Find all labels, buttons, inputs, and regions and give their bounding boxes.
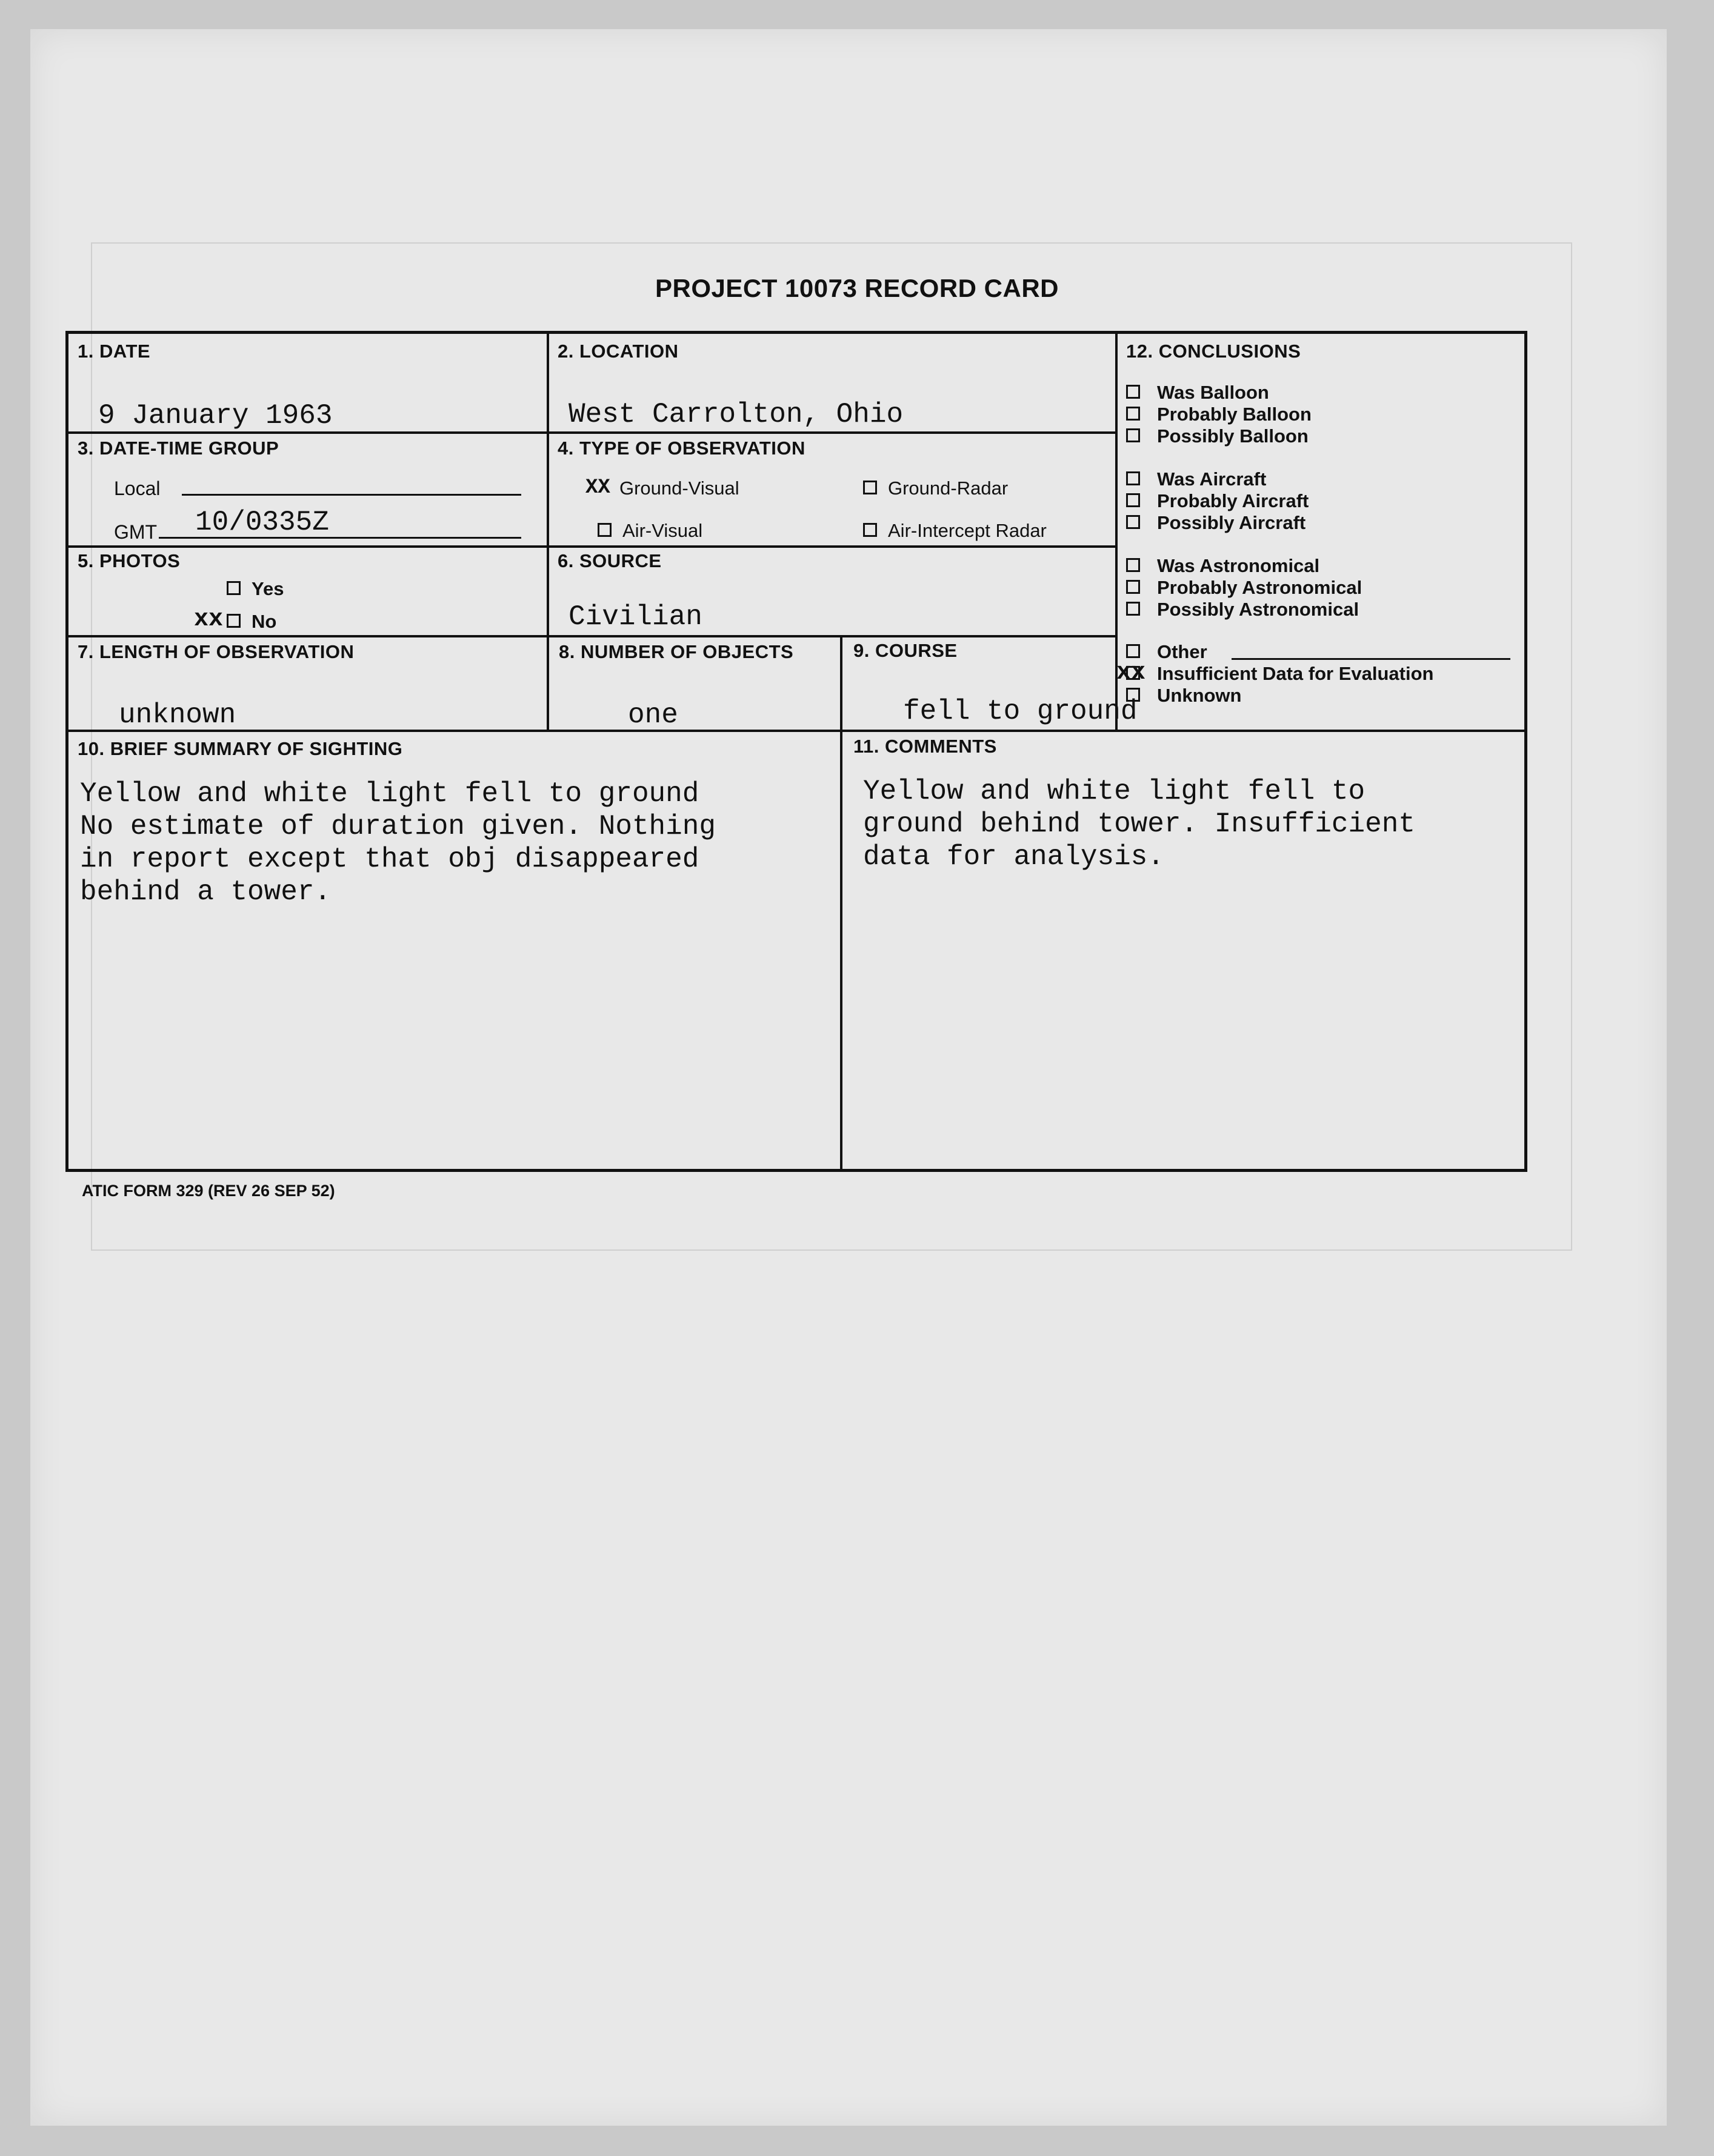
- divider-row1: [65, 431, 1116, 434]
- ground-visual-check-mark: XX: [585, 476, 610, 499]
- divider-row4: [65, 730, 1527, 732]
- checkbox-icon: [863, 481, 877, 494]
- ground-visual-option: Ground-Visual: [619, 477, 739, 499]
- conclusion-probably-balloon: Probably Balloon: [1126, 404, 1312, 425]
- checkbox-icon: [1126, 602, 1140, 616]
- ground-radar-option: Ground-Radar: [863, 477, 1008, 499]
- date-label: 1. DATE: [78, 341, 151, 362]
- summary-line-2: No estimate of duration given. Nothing: [80, 811, 716, 842]
- checkbox-icon: [1126, 471, 1140, 485]
- summary-line-3: in report except that obj disappeared: [80, 843, 699, 875]
- location-value: West Carrolton, Ohio: [569, 399, 904, 430]
- course-value: fell to ground: [903, 696, 1138, 727]
- checkbox-icon: [227, 581, 241, 595]
- checkbox-icon: [1126, 407, 1140, 421]
- conclusion-was-balloon: Was Balloon: [1126, 382, 1269, 404]
- conclusion-probably-astronomical: Probably Astronomical: [1126, 577, 1362, 599]
- other-underline: [1232, 658, 1510, 660]
- checkbox-icon: [1126, 428, 1140, 442]
- location-label: 2. LOCATION: [558, 341, 679, 362]
- conclusion-possibly-astronomical: Possibly Astronomical: [1126, 599, 1359, 621]
- summary-line-1: Yellow and white light fell to ground: [80, 778, 699, 810]
- comments-line-1: Yellow and white light fell to: [863, 776, 1366, 807]
- conclusion-possibly-balloon: Possibly Balloon: [1126, 425, 1309, 447]
- conclusion-insufficient-data: Insufficient Data for Evaluation: [1126, 663, 1433, 685]
- observation-type-label: 4. TYPE OF OBSERVATION: [558, 438, 805, 459]
- conclusion-was-astronomical: Was Astronomical: [1126, 555, 1319, 577]
- photos-no-option: No: [227, 611, 276, 633]
- checkbox-icon: [598, 523, 612, 537]
- checkbox-icon: [863, 523, 877, 537]
- conclusion-unknown: Unknown: [1126, 685, 1242, 707]
- source-value: Civilian: [569, 601, 702, 633]
- checkbox-icon: [1126, 493, 1140, 507]
- checkbox-icon: [227, 614, 241, 628]
- gmt-value: 10/0335Z: [195, 507, 329, 538]
- conclusion-was-aircraft: Was Aircraft: [1126, 468, 1266, 490]
- checkbox-icon: [1126, 644, 1140, 658]
- divider-col1: [547, 331, 549, 731]
- source-label: 6. SOURCE: [558, 550, 662, 571]
- gmt-label: GMT: [114, 521, 158, 543]
- comments-line-2: ground behind tower. Insufficient: [863, 808, 1415, 840]
- checkbox-icon: [1126, 580, 1140, 594]
- air-visual-option: Air-Visual: [598, 520, 702, 542]
- conclusions-label: 12. CONCLUSIONS: [1126, 341, 1301, 362]
- air-intercept-radar-option: Air-Intercept Radar: [863, 520, 1047, 542]
- photos-label: 5. PHOTOS: [78, 550, 181, 571]
- checkbox-icon: [1126, 515, 1140, 529]
- insufficient-data-check-mark: xx: [1116, 659, 1146, 687]
- conclusion-other: Other: [1126, 641, 1207, 663]
- conclusion-possibly-aircraft: Possibly Aircraft: [1126, 512, 1306, 534]
- photos-yes-option: Yes: [227, 578, 284, 600]
- summary-line-4: behind a tower.: [80, 876, 332, 908]
- checkbox-icon: [1126, 558, 1140, 572]
- checkbox-icon: [1126, 385, 1140, 399]
- photos-no-check-mark: xx: [194, 606, 224, 633]
- dtg-label: 3. DATE-TIME GROUP: [78, 438, 279, 459]
- objects-label: 8. NUMBER OF OBJECTS: [559, 641, 794, 662]
- comments-line-3: data for analysis.: [863, 841, 1164, 873]
- summary-label: 10. BRIEF SUMMARY OF SIGHTING: [78, 738, 403, 759]
- conclusion-probably-aircraft: Probably Aircraft: [1126, 490, 1309, 512]
- course-label: 9. COURSE: [853, 640, 958, 661]
- divider-row2: [65, 545, 1116, 548]
- local-underline: [182, 494, 521, 496]
- objects-value: one: [628, 699, 678, 731]
- form-number: ATIC FORM 329 (REV 26 SEP 52): [82, 1182, 335, 1200]
- divider-col3: [840, 635, 842, 1172]
- length-value: unknown: [119, 699, 236, 731]
- card-title: PROJECT 10073 RECORD CARD: [655, 274, 1059, 302]
- date-value: 9 January 1963: [98, 400, 333, 431]
- comments-label: 11. COMMENTS: [853, 736, 997, 757]
- length-label: 7. LENGTH OF OBSERVATION: [78, 641, 355, 662]
- divider-row3: [65, 635, 1116, 637]
- local-label: Local: [114, 477, 161, 499]
